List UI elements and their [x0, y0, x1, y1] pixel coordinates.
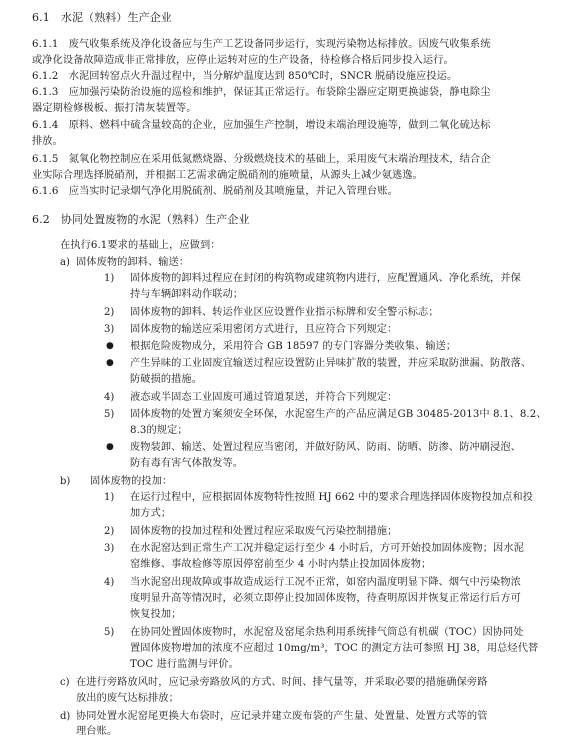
item-d-line1: 协同处置水泥窑尾更换大布袋时，应记录并建立废布袋的产生量、处置量、处置方式等的管	[76, 711, 488, 722]
item-b5-line2: 置固体废物增加的浓度不应超过 10mg/m³，TOC 的测定方法可参照 HJ 38，用总烃代替	[130, 643, 539, 654]
item-b-title: 固体废物的投加：	[90, 476, 173, 487]
item-a3-bullet1-line1: 根据危险废物成分，采用符合 GB 18597 的专门容器分类收集、输送；	[130, 341, 457, 352]
item-a5-bullet1-line2: 防有毒有害气体散发等。	[130, 458, 244, 469]
clause-6-1-2-line1: 6.1.2 水泥回转窑点火升温过程中，当分解炉温度达到 850℃时，SNCR 脱硝设施应投运。	[32, 71, 458, 82]
clause-6-1-5-line2: 业实际合理选择脱硝剂，并根据工艺需求确定脱硝剂的施喷量，从源头上减少氨逃逸。	[32, 170, 423, 181]
item-a2-number: 2)	[104, 307, 115, 318]
section-6-2-intro: 在执行6.1要求的基础上，应做到：	[60, 240, 221, 251]
clause-6-1-1-line2: 或净化设备故障造成非正常排放，应停止运转对应的生产设备，待检修合格后同步投入运行。	[32, 55, 454, 66]
item-a4-number: 4)	[104, 392, 115, 403]
item-d-line2: 理台账。	[76, 726, 118, 737]
bullet-dot-icon: ●	[106, 358, 114, 368]
item-a3-number: 3)	[104, 324, 115, 335]
clause-6-1-3-line1: 6.1.3 应加强污染防治设施的巡检和维护，保证其正常运行。布袋除尘器应定期更换滤袋，静电除尘	[32, 87, 491, 98]
item-b4-number: 4)	[104, 577, 115, 588]
item-b5-number: 5)	[104, 627, 115, 638]
item-c-marker: c)	[60, 677, 70, 688]
item-a3-line1: 固体废物的输送应采用密闭方式进行，且应符合下列规定：	[130, 324, 398, 335]
section-6-1-title: 6.1 水泥（熟料）生产企业	[32, 11, 172, 24]
item-a5-number: 5)	[104, 409, 115, 420]
item-a-title: 固体废物的卸料、输送：	[76, 257, 190, 268]
item-c-line1: 在进行旁路放风时，应记录旁路放风的方式、时间、排气量等，并采取必要的措施确保旁路	[76, 677, 488, 688]
item-b4-line1: 当水泥窑出现故障或事故造成运行工况不正常，如窑内温度明显下降、烟气中污染物浓	[130, 577, 521, 588]
clause-6-1-1-line1: 6.1.1 废气收集系统及净化设备应与生产工艺设备同步运行，实现污染物达标排放。因废气收集系统	[32, 39, 491, 50]
clause-6-1-5-line1: 6.1.5 氮氧化物控制应在采用低氮燃烧器、分级燃烧技术的基础上，采用废气末端治理技术，结合企	[32, 154, 491, 165]
item-a1-line2: 持与车辆卸料动作联动；	[130, 289, 244, 300]
section-6-2-title: 6.2 协同处置废物的水泥（熟料）生产企业	[32, 213, 250, 226]
item-a2-line1: 固体废物的卸料、转运作业区应设置作业指示标牌和安全警示标志；	[130, 307, 439, 318]
clause-6-1-4-line2: 排放。	[32, 136, 63, 147]
bullet-dot-icon: ●	[106, 442, 114, 452]
item-a3-bullet2-line2: 防破损的措施。	[130, 374, 203, 385]
item-a1-number: 1)	[104, 273, 115, 284]
clause-6-1-6-line1: 6.1.6 应当实时记录烟气净化用脱硫剂、脱硝剂及其喷施量，并记入管理台账。	[32, 186, 398, 197]
item-b4-line2: 度明显升高等情况时，必须立即停止投加固体废物，待查明原因并恢复正常运行后方可	[130, 593, 521, 604]
item-a-marker: a)	[60, 257, 70, 268]
bullet-dot-icon: ●	[106, 341, 114, 351]
item-b3-line2: 窑维修、事故检修等原因停窑前至少 4 小时内禁止投加固体废物；	[130, 559, 432, 570]
item-b1-line1: 在运行过程中，应根据固体废物特性按照 HJ 662 中的要求合理选择固体废物投加点和投	[130, 492, 533, 503]
item-b2-number: 2)	[104, 526, 115, 537]
item-b1-line2: 加方式；	[130, 508, 172, 519]
clause-6-1-3-line2: 器定期检修极板、振打清灰装置等。	[32, 103, 197, 114]
item-b3-line1: 在水泥窑达到正常生产工况并稳定运行至少 4 小时后，方可开始投加固体废物；因水泥	[130, 543, 524, 554]
item-c-line2: 放出的废气达标排放；	[76, 693, 179, 704]
clause-6-1-4-line1: 6.1.4 原料、燃料中硫含量较高的企业，应加强生产控制，增设末端治理设施等，做到二氧化硫达标	[32, 120, 491, 131]
item-a3-bullet2-line1: 产生异味的工业固废宜输送过程应设置防止异味扩散的装置，并应采取防泄漏、防散落、	[130, 358, 532, 369]
item-b3-number: 3)	[104, 543, 115, 554]
item-b1-number: 1)	[104, 492, 115, 503]
item-a4-line1: 液态或半固态工业固废可通过管道泵送，并符合下列规定：	[130, 392, 398, 403]
item-b5-line1: 在协同处置固体废物时，水泥窑及窑尾余热利用系统排气筒总有机碳（TOC）因协同处	[130, 627, 524, 638]
item-b2-line1: 固体废物的投加过程和处置过程应采取废气污染控制措施；	[130, 526, 398, 537]
item-b-marker: b)	[60, 476, 71, 487]
item-a1-line1: 固体废物的卸料过程应在封闭的构筑物或建筑物内进行，应配置通风、净化系统，并保	[130, 273, 521, 284]
item-d-marker: d)	[60, 711, 71, 722]
item-a5-line2: 8.3的规定；	[130, 425, 188, 436]
item-b5-line3: TOC 进行监测与评价。	[130, 659, 239, 670]
item-a5-line1: 固体废物的处置方案须安全环保，水泥窑生产的产品应满足GB 30485-2013中 8.1、8.2、	[130, 409, 547, 420]
item-a5-bullet1-line1: 废物装卸、输送、处置过程应当密闭，并做好防风、防雨、防晒、防渗、防冲刷浸泡、	[130, 442, 521, 453]
item-b4-line3: 恢复投加；	[130, 609, 182, 620]
